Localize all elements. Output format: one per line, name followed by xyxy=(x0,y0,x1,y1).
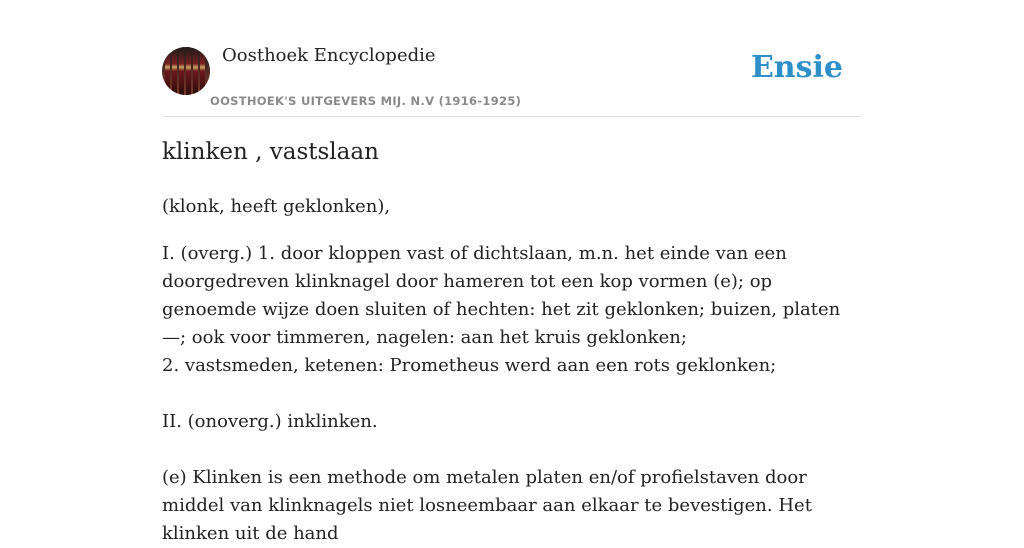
entry-title: klinken , vastslaan xyxy=(162,139,379,165)
entry-sense-1: I. (overg.) 1. door kloppen vast of dichtslaan, m.n. het einde van een doorgedreven klinknagel door hameren tot een kop vormen (e); op genoemde wijze doen sluiten of hechten: het zit geklonken; buizen, platen —; ook voor timmeren, nagelen: aan het kruis geklonken; xyxy=(162,243,841,348)
site-title[interactable]: Oosthoek Encyclopedie xyxy=(222,45,436,66)
entry-sense-ii: II. (onoverg.) inklinken. xyxy=(162,411,378,432)
entry-body xyxy=(162,193,862,548)
header xyxy=(162,0,862,117)
site-subtitle: OOSTHOEK'S UITGEVERS MIJ. N.V (1916-1925) xyxy=(210,94,522,108)
page xyxy=(162,0,862,544)
entry-forms: (klonk, heeft geklonken), xyxy=(162,196,391,217)
book-spines-icon[interactable] xyxy=(162,47,210,95)
entry-note-e: (e) Klinken is een methode om metalen platen en/of profielstaven door middel van klinknagels niet losneembaar aan elkaar te bevestigen. Het klinken uit de hand xyxy=(162,467,812,544)
entry-sense-2: 2. vastsmeden, ketenen: Prometheus werd aan een rots geklonken; xyxy=(162,355,777,376)
ensie-logo-link[interactable]: Ensie xyxy=(750,50,843,85)
